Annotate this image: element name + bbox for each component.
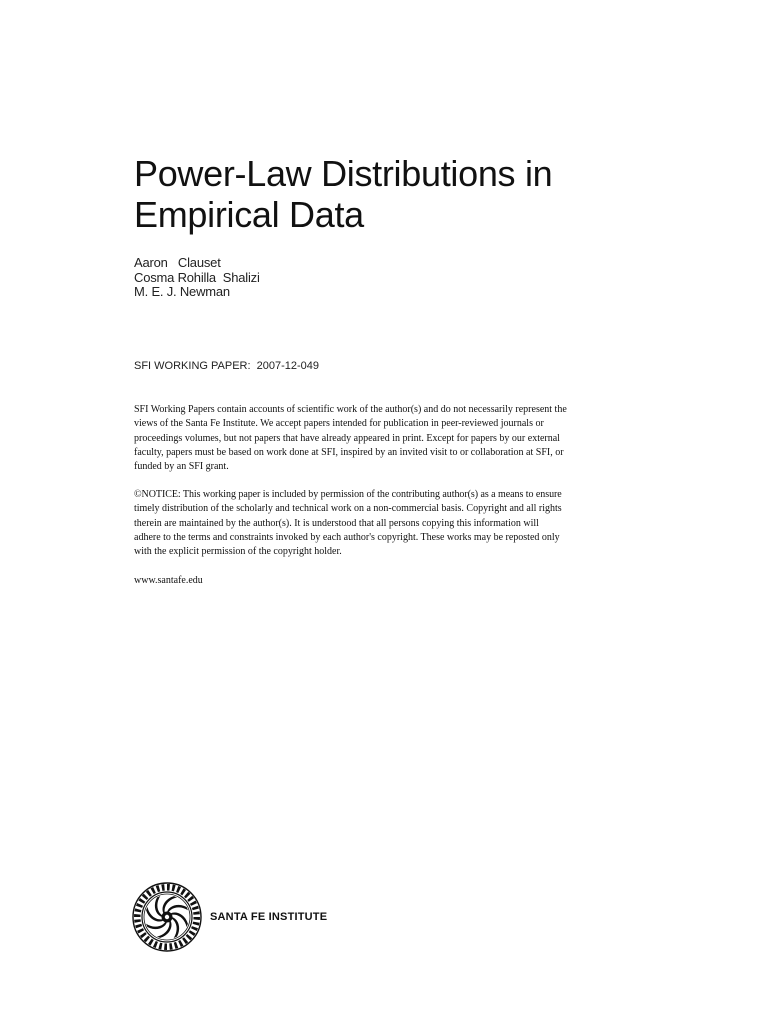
institute-name: SANTA FE INSTITUTE — [210, 911, 328, 923]
text-line: faculty, papers must be based on work done at SFI, inspired by an invited visit to or collaboration at SFI, or — [134, 446, 564, 458]
text-line: SFI Working Papers contain accounts of scientific work of the author(s) and do not necessarily represent the — [134, 404, 567, 415]
author-name: Cosma Rohilla Shalizi — [134, 269, 260, 285]
author-name: M. E. J. Newman — [134, 284, 230, 299]
title-line: Power-Law Distributions in — [134, 153, 553, 194]
author-list — [134, 256, 260, 300]
working-paper-number: SFI WORKING PAPER: 2007-12-049 — [134, 360, 320, 372]
website-link[interactable]: www.santafe.edu — [134, 575, 203, 586]
copyright-notice-paragraph — [134, 488, 664, 559]
paper-title — [134, 153, 654, 235]
text-line: timely distribution of the scholarly and technical work on a non-commercial basis. Copyright and all rights — [134, 503, 562, 515]
text-line: funded by an SFI grant. — [134, 461, 229, 473]
disclaimer-paragraph — [134, 403, 664, 474]
text-line: views of the Santa Fe Institute. We accept papers intended for publication in peer-reviewed journals or — [134, 418, 544, 430]
text-line: proceedings volumes, but not papers that have already appeared in print. Except for papers by our external — [134, 432, 560, 444]
text-line: adhere to the terms and constraints invoked by each author's copyright. These works may be reposted only — [134, 531, 560, 543]
text-line: therein are maintained by the author(s). It is understood that all persons copying this information will — [134, 517, 539, 529]
text-line: with the explicit permission of the copyright holder. — [134, 546, 342, 558]
author-name: Aaron Clauset — [134, 255, 221, 270]
santa-fe-institute-logo-icon — [130, 880, 204, 954]
title-line: Empirical Data — [134, 194, 364, 235]
text-line: ©NOTICE: This working paper is included by permission of the contributing author(s) as a means to ensure — [134, 489, 562, 500]
